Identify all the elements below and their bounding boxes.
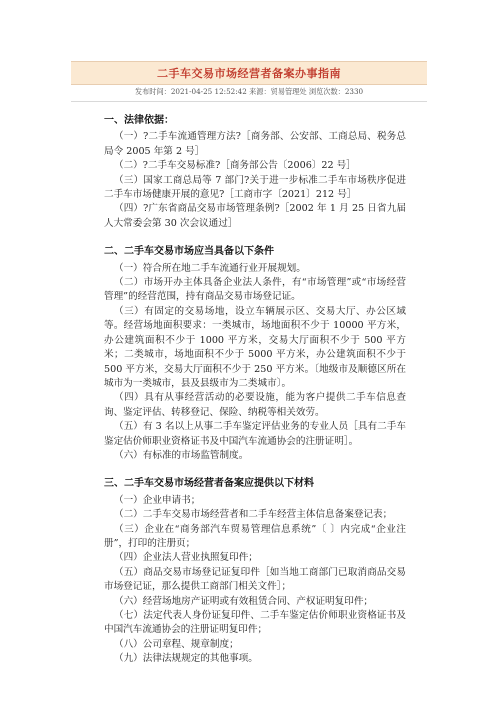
list-item: （七）法定代表人身份证复印件、二手车鉴定估价师职业资格证书及中国汽车流通协会的注册证明复印件； [104, 610, 406, 636]
section-heading-legal-basis: 一、法律依据： [104, 115, 174, 126]
list-item: （三）国家工商总局等 7 部门?关于进一步标准二手车市场秩序促进二手车市场健康开展的意见?［工商市字〔2021〕212 号］ [104, 174, 406, 201]
list-item: （三）企业在“商务部汽车贸易管理信息系统”〔 〕内完成“企业注册”，打印的注册页； [104, 523, 406, 549]
list-item: （四）企业法人营业执照复印件； [114, 552, 258, 564]
article-body [104, 114, 406, 667]
list-item: （五）商品交易市场登记证复印件［如当地工商部门已取消商品交易市场登记证，那么提供工商部门相关文件］； [104, 566, 406, 593]
list-item: （六）经营场地房产证明或有效租赁合同、产权证明复印件； [114, 595, 374, 607]
publish-meta: 发布时间：2021-04-25 12:52:42 来源：贸易管理处 浏览次数：2330 [134, 87, 364, 96]
list-item: （一）符合所在地二手车流通行业开展规划。 [114, 262, 306, 274]
section-heading-conditions: 二、二手车交易市场应当具备以下条件 [104, 246, 274, 258]
list-item: （一）?二手车流通管理方法?［商务部、公安部、工商总局、税务总局令 2005 年第 2 号］ [104, 131, 406, 157]
list-item: （五）有 3 名以上从事二手车鉴定评估业务的专业人员［具有二手车鉴定估价师职业资格证书及中国汽车流通协会的注册证明］。 [104, 421, 406, 447]
list-item: （三）有固定的交易场地，设立车辆展示区、交易大厅、办公区域等。经营场地面积要求：一类城市，场地面积不少于 10000 平方米，办公建筑面积不少于 1000 平方米，交易大厅面积不少于 500 平方米；二类城市，场地面积不少于 5000 平方米，办公建筑面积不少于 500 平方米，交易大厅面积不少于 250 平方米。〔地级市及顺德区所在城市为一类城市，县及县级市为二类城市〕。 [104, 305, 406, 389]
list-item: （二）二手车交易市场经营者和二手车经营主体信息备案登记表； [114, 509, 393, 521]
title-bar [71, 61, 427, 85]
list-item: （一）企业申请书； [114, 494, 201, 506]
list-item: （四）?广东省商品交易市场管理条例?［2002 年 1 月 25 日省九届人大常委会第 30 次会议通过］ [104, 203, 406, 229]
list-item: （六）有标准的市场监管制度。 [114, 449, 249, 461]
list-item: （四）具有从事经营活动的必要设施，能为客户提供二手车信息查询、鉴定评估、转移登记、保险、纳税等相关效劳。 [104, 392, 406, 418]
divider [71, 101, 427, 102]
list-item: （八）公司章程、规章制度； [114, 638, 239, 650]
section-heading-materials: 三、二手车交易市场经营者备案应提供以下材料 [104, 478, 314, 490]
list-item: （二）市场开办主体具备企业法人条件，有“市场管理”或“市场经营管理”的经营范围，持有商品交易市场登记证。 [104, 277, 406, 303]
list-item: （九）法律法规规定的其他事项。 [114, 653, 258, 665]
list-item: （二）?二手车交易标准?［商务部公告〔2006〕22 号］ [114, 160, 356, 172]
page-title: 二手车交易市场经营者备案办事指南 [157, 67, 341, 80]
